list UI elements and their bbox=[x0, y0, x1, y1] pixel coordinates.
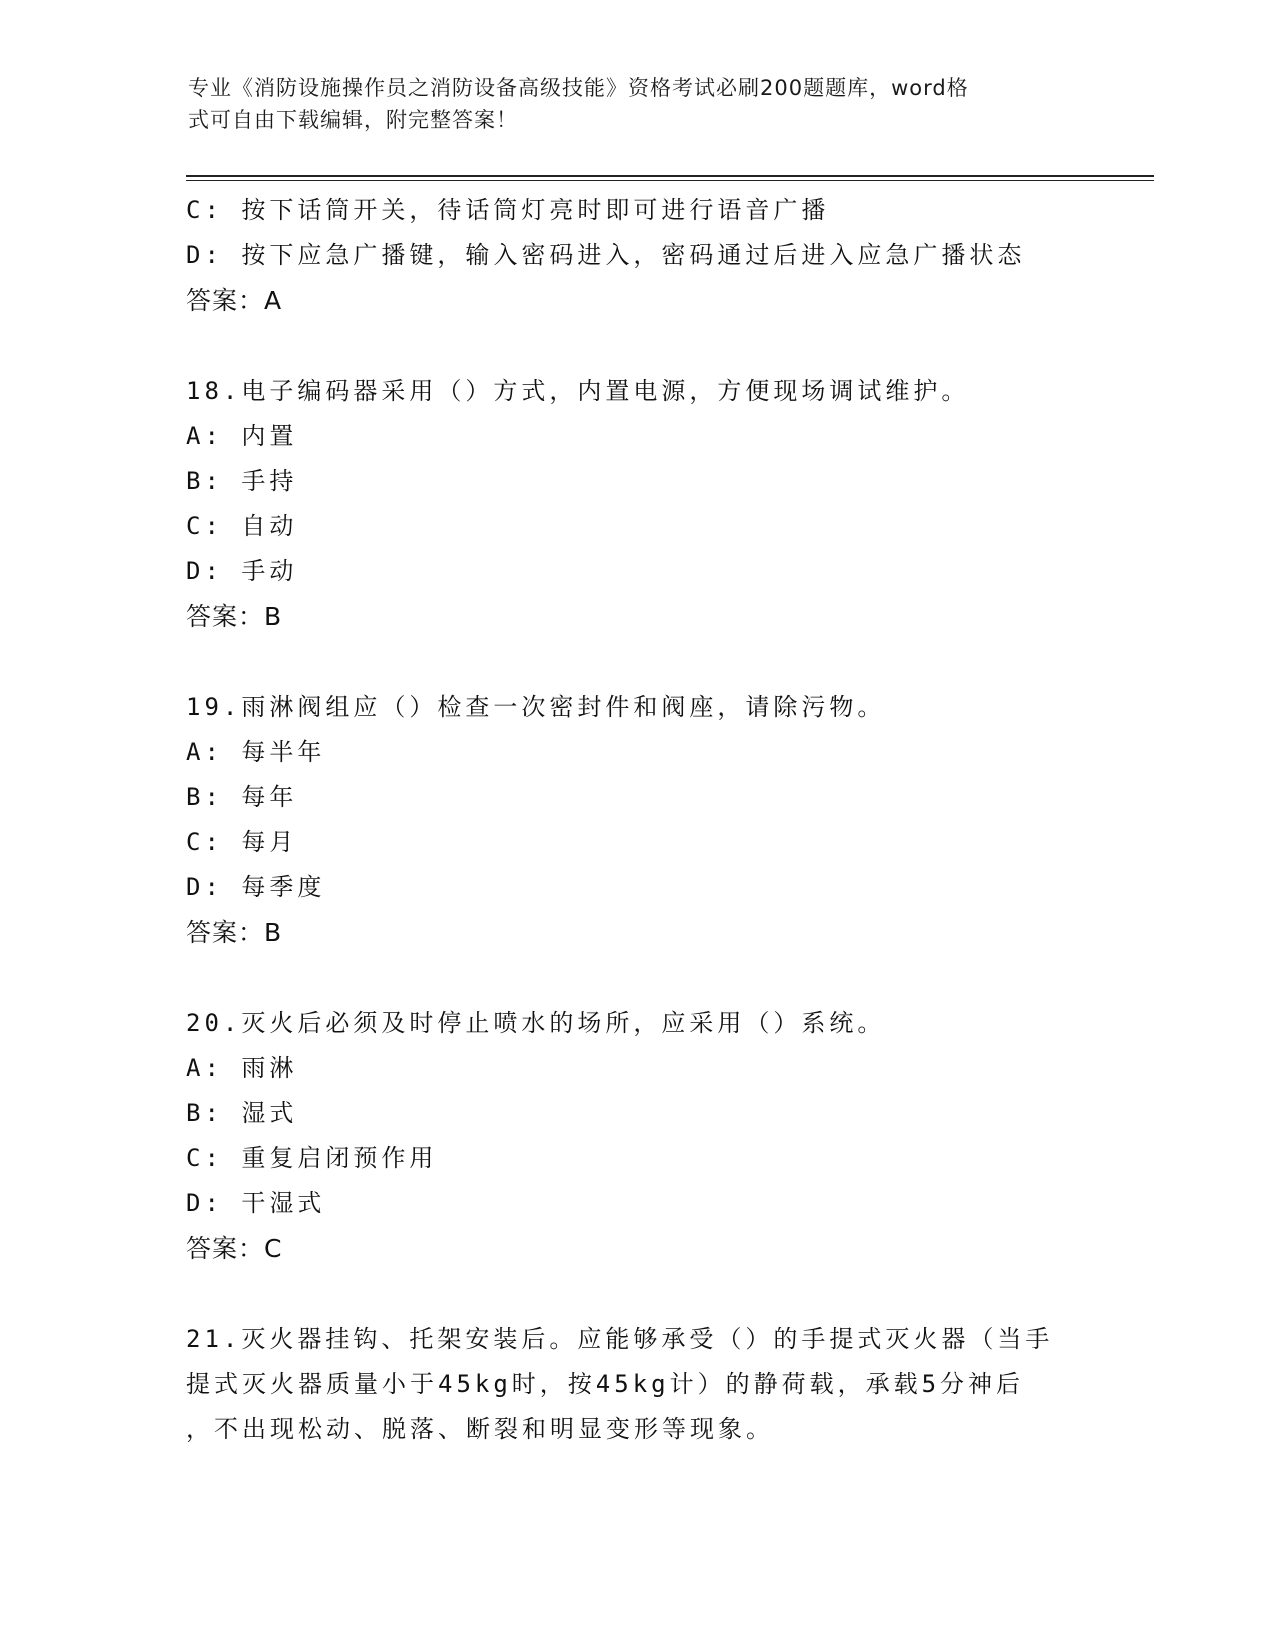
question-20 bbox=[186, 1001, 1086, 1271]
option-d: D: 每季度 bbox=[186, 873, 326, 901]
spacer bbox=[186, 639, 1086, 685]
option-c: C: 自动 bbox=[186, 512, 298, 540]
option-c: C: 每月 bbox=[186, 828, 298, 856]
question-text-line-1: 21.灭火器挂钩、托架安装后。应能够承受（）的手提式灭火器（当手 bbox=[186, 1325, 1054, 1353]
question-18 bbox=[186, 369, 1086, 639]
spacer bbox=[186, 955, 1086, 1001]
answer: 答案：C bbox=[186, 1234, 283, 1263]
question-text-line-3: ，不出现松动、脱落、断裂和明显变形等现象。 bbox=[186, 1415, 774, 1443]
header-divider-thin bbox=[186, 180, 1154, 181]
question-text: 20.灭火后必须及时停止喷水的场所，应采用（）系统。 bbox=[186, 1009, 886, 1037]
header-line-1: 专业《消防设施操作员之消防设备高级技能》资格考试必刷200题题库，word格 bbox=[188, 76, 969, 100]
question-text: 18.电子编码器采用（）方式，内置电源，方便现场调试维护。 bbox=[186, 377, 970, 405]
option-b: B: 湿式 bbox=[186, 1099, 298, 1127]
option-a: A: 每半年 bbox=[186, 738, 326, 766]
answer: 答案：B bbox=[186, 918, 283, 947]
option-d: D: 手动 bbox=[186, 557, 298, 585]
spacer bbox=[186, 323, 1086, 369]
question-text-line-2: 提式灭火器质量小于45kg时，按45kg计）的静荷载，承载5分神后 bbox=[186, 1370, 1025, 1398]
header-divider-thick bbox=[186, 175, 1154, 177]
header-line-2: 式可自由下载编辑，附完整答案！ bbox=[188, 108, 518, 132]
answer: 答案：B bbox=[186, 602, 283, 631]
option-c: C: 重复启闭预作用 bbox=[186, 1144, 438, 1172]
option-a: A: 雨淋 bbox=[186, 1054, 298, 1082]
option-b: B: 每年 bbox=[186, 783, 298, 811]
option-b: B: 手持 bbox=[186, 467, 298, 495]
question-17 bbox=[186, 188, 1086, 323]
option-a: A: 内置 bbox=[186, 422, 298, 450]
option-d: D: 干湿式 bbox=[186, 1189, 326, 1217]
question-21 bbox=[186, 1317, 1066, 1452]
answer: 答案：A bbox=[186, 286, 283, 315]
question-text: 19.雨淋阀组应（）检查一次密封件和阀座，请除污物。 bbox=[186, 693, 886, 721]
question-19 bbox=[186, 685, 1086, 955]
spacer bbox=[186, 1271, 1086, 1317]
option-c: C: 按下话筒开关，待话筒灯亮时即可进行语音广播 bbox=[186, 196, 830, 224]
question-list bbox=[186, 188, 1086, 1452]
document-header bbox=[188, 72, 1068, 136]
option-d: D: 按下应急广播键，输入密码进入，密码通过后进入应急广播状态 bbox=[186, 241, 1026, 269]
